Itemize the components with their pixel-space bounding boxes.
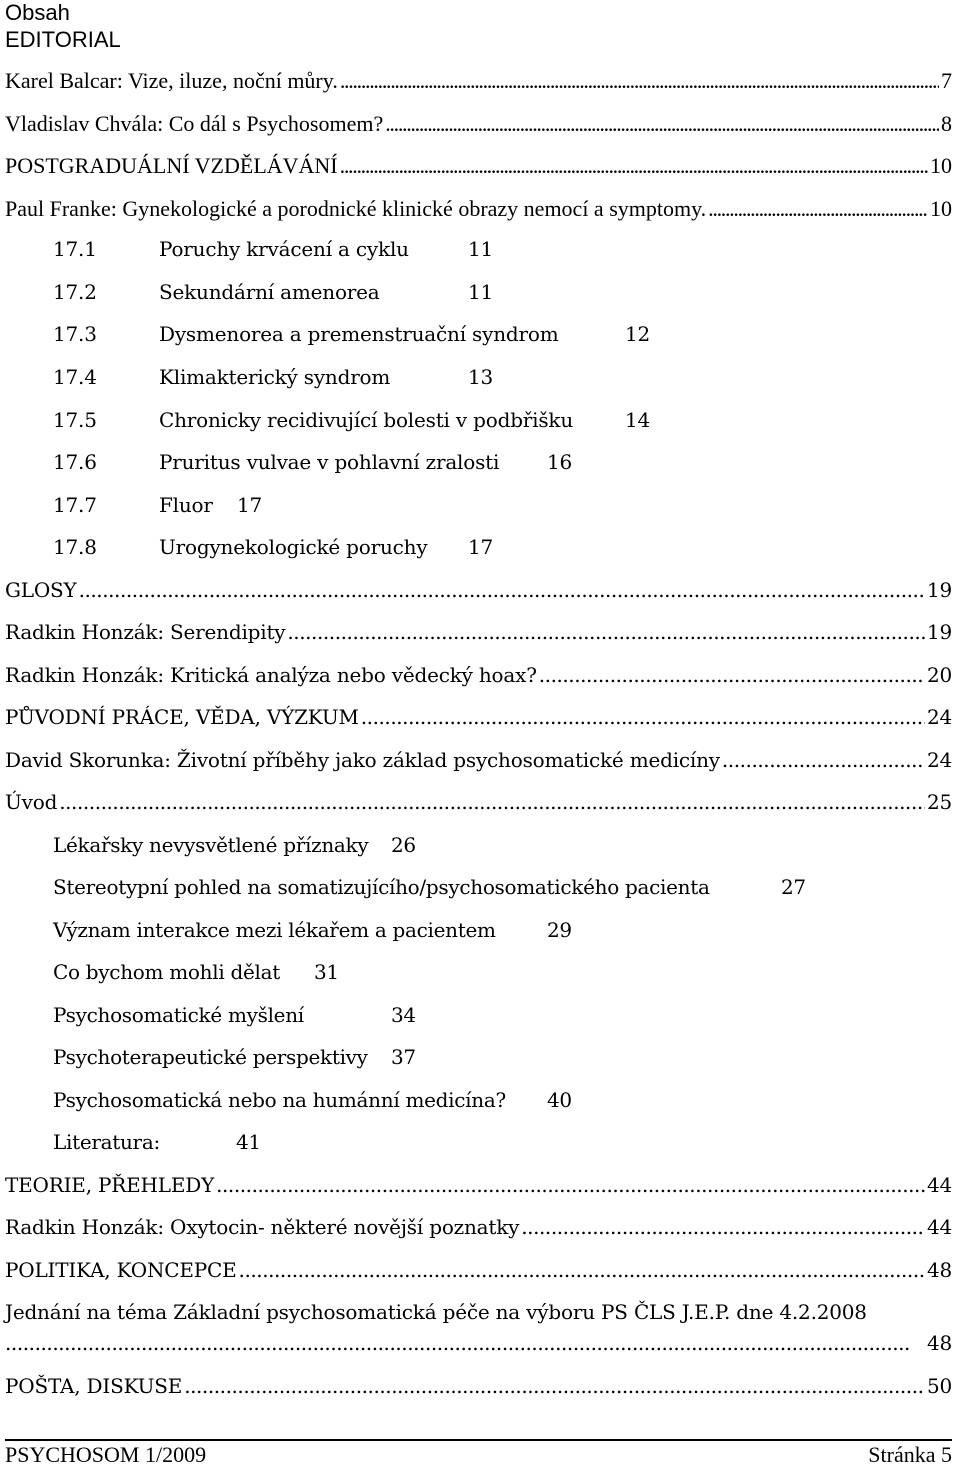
subsection-title: Sekundární amenorea	[159, 280, 380, 304]
section-title: Co bychom mohli dělat	[53, 960, 280, 984]
toc-entry-page: 7	[941, 68, 952, 93]
subsection-page: 17	[468, 535, 494, 559]
toc-entry-title: Radkin Honzák: Serendipity	[5, 620, 286, 644]
section-title: Význam interakce mezi lékařem a pacientem	[53, 918, 496, 942]
section-entry[interactable]	[53, 1088, 572, 1112]
toc-entry[interactable]	[5, 1215, 952, 1239]
subsection-number: 17.7	[53, 493, 97, 517]
toc-entry[interactable]	[5, 68, 952, 94]
dot-leader	[521, 1215, 925, 1239]
toc-entry[interactable]	[5, 1300, 952, 1324]
dot-leader	[216, 1173, 925, 1197]
subsection-number: 17.1	[53, 237, 97, 261]
toc-entry-title: TEORIE, PŘEHLEDY	[5, 1173, 215, 1197]
toc-entry-page: 25	[926, 790, 952, 814]
subsection-page: 17	[237, 493, 263, 517]
toc-entry-title: Paul Franke: Gynekologické a porodnické klinické obrazy nemocí a symptomy.	[5, 196, 707, 221]
toc-entry-title: GLOSY	[5, 578, 77, 602]
subsection-title: Pruritus vulvae v pohlavní zralosti	[159, 450, 500, 474]
dot-leader	[5, 1331, 925, 1355]
subsection-page: 16	[547, 450, 573, 474]
dot-leader	[722, 748, 925, 772]
subsection-page: 12	[625, 322, 651, 346]
subsection-number: 17.8	[53, 535, 97, 559]
section-title: Psychoterapeutické perspektivy	[53, 1045, 368, 1069]
subsection-title: Urogynekologické poruchy	[159, 535, 428, 559]
subsection-title: Fluor	[159, 493, 213, 517]
toc-entry-page: 48	[926, 1331, 952, 1355]
dot-leader	[340, 68, 939, 94]
toc-entry[interactable]	[5, 111, 952, 137]
section-entry[interactable]	[53, 1045, 416, 1069]
section-title: Literatura:	[53, 1130, 160, 1154]
toc-entry-page: 20	[926, 663, 952, 687]
toc-entry[interactable]	[5, 620, 952, 644]
toc-entry[interactable]	[5, 790, 952, 814]
footer-journal: PSYCHOSOM 1/2009	[5, 1442, 207, 1467]
section-entry[interactable]	[53, 918, 572, 942]
toc-entry[interactable]	[5, 196, 952, 222]
subsection-number: 17.4	[53, 365, 97, 389]
subsection-number: 17.2	[53, 280, 97, 304]
footer-rule	[5, 1439, 952, 1441]
toc-entry-page: 24	[926, 705, 952, 729]
section-entry[interactable]	[53, 833, 416, 857]
toc-entry-page: 44	[926, 1215, 952, 1239]
dot-leader	[79, 578, 925, 602]
dot-leader	[184, 1374, 925, 1398]
footer-page-number: Stránka 5	[868, 1442, 952, 1467]
toc-entry-title: POLITIKA, KONCEPCE	[5, 1258, 237, 1282]
subsection-title: Dysmenorea a premenstruační syndrom	[159, 322, 559, 346]
toc-entry-title: Vladislav Chvála: Co dál s Psychosomem?	[5, 111, 384, 136]
toc-entry-title: Úvod	[5, 790, 58, 814]
section-entry[interactable]	[53, 1003, 416, 1027]
subsection-page: 11	[468, 280, 494, 304]
toc-entry[interactable]	[5, 1173, 952, 1197]
toc-entry-title: POSTGRADUÁLNÍ VZDĚLÁVÁNÍ	[5, 153, 338, 178]
section-title: Lékařsky nevysvětlené příznaky	[53, 833, 369, 857]
dot-leader	[59, 790, 925, 814]
section-page: 27	[781, 875, 806, 899]
toc-entry-page: 19	[926, 620, 952, 644]
dot-leader	[385, 111, 939, 137]
toc-entry-title: POŠTA, DISKUSE	[5, 1374, 183, 1398]
subsection-page: 13	[468, 365, 494, 389]
subsection-number: 17.6	[53, 450, 97, 474]
toc-entry-page: 50	[926, 1374, 952, 1398]
subsection-number: 17.5	[53, 408, 97, 432]
toc-entry-title: David Skorunka: Životní příběhy jako základ psychosomatické medicíny	[5, 748, 720, 772]
toc-entry-title: Jednání na téma Základní psychosomatická péče na výboru PS ČLS J.E.P. dne 4.2.2008	[5, 1300, 867, 1324]
section-page: 37	[391, 1045, 416, 1069]
section-entry[interactable]	[53, 875, 806, 899]
toc-entry-page: 19	[926, 578, 952, 602]
dot-leader	[340, 153, 928, 179]
toc-heading: Obsah	[5, 0, 70, 25]
toc-entry-continuation[interactable]	[5, 1331, 952, 1355]
toc-entry[interactable]	[5, 153, 952, 179]
dot-leader	[539, 663, 925, 687]
toc-entry-title: PŮVODNÍ PRÁCE, VĚDA, VÝZKUM	[5, 705, 359, 729]
section-page: 41	[236, 1130, 261, 1154]
toc-entry[interactable]	[5, 1374, 952, 1398]
toc-entry-page: 8	[941, 111, 952, 136]
section-heading-editorial: EDITORIAL	[5, 27, 121, 52]
toc-entry[interactable]	[5, 663, 952, 687]
toc-entry-title: Radkin Honzák: Oxytocin- některé novější poznatky	[5, 1215, 520, 1239]
section-title: Psychosomatické myšlení	[53, 1003, 304, 1027]
dot-leader	[239, 1258, 925, 1282]
subsection-number: 17.3	[53, 322, 97, 346]
section-entry[interactable]	[53, 960, 339, 984]
toc-entry[interactable]	[5, 578, 952, 602]
section-page: 26	[391, 833, 416, 857]
section-page: 40	[547, 1088, 572, 1112]
subsection-title: Poruchy krvácení a cyklu	[159, 237, 409, 261]
toc-entry-page: 10	[930, 196, 952, 221]
section-title: Psychosomatická nebo na humánní medicína?	[53, 1088, 506, 1112]
toc-entry[interactable]	[5, 748, 952, 772]
section-page: 31	[314, 960, 339, 984]
subsection-page: 11	[468, 237, 494, 261]
toc-entry-page: 24	[926, 748, 952, 772]
toc-entry-page: 10	[930, 153, 952, 178]
toc-entry-page: 44	[926, 1173, 952, 1197]
toc-entry-title: Radkin Honzák: Kritická analýza nebo vědecký hoax?	[5, 663, 537, 687]
section-entry[interactable]	[53, 1130, 261, 1154]
dot-leader	[287, 620, 925, 644]
toc-entry[interactable]	[5, 705, 952, 729]
subsection-title: Chronicky recidivující bolesti v podbřišku	[159, 408, 574, 432]
toc-entry-page: 48	[926, 1258, 952, 1282]
section-page: 29	[547, 918, 572, 942]
section-page: 34	[391, 1003, 416, 1027]
dot-leader	[708, 196, 928, 222]
section-title: Stereotypní pohled na somatizujícího/psychosomatického pacienta	[53, 875, 710, 899]
dot-leader	[361, 705, 925, 729]
subsection-title: Klimakterický syndrom	[159, 365, 391, 389]
toc-entry[interactable]	[5, 1258, 952, 1282]
toc-entry-title: Karel Balcar: Vize, iluze, noční můry.	[5, 68, 338, 93]
subsection-page: 14	[625, 408, 651, 432]
